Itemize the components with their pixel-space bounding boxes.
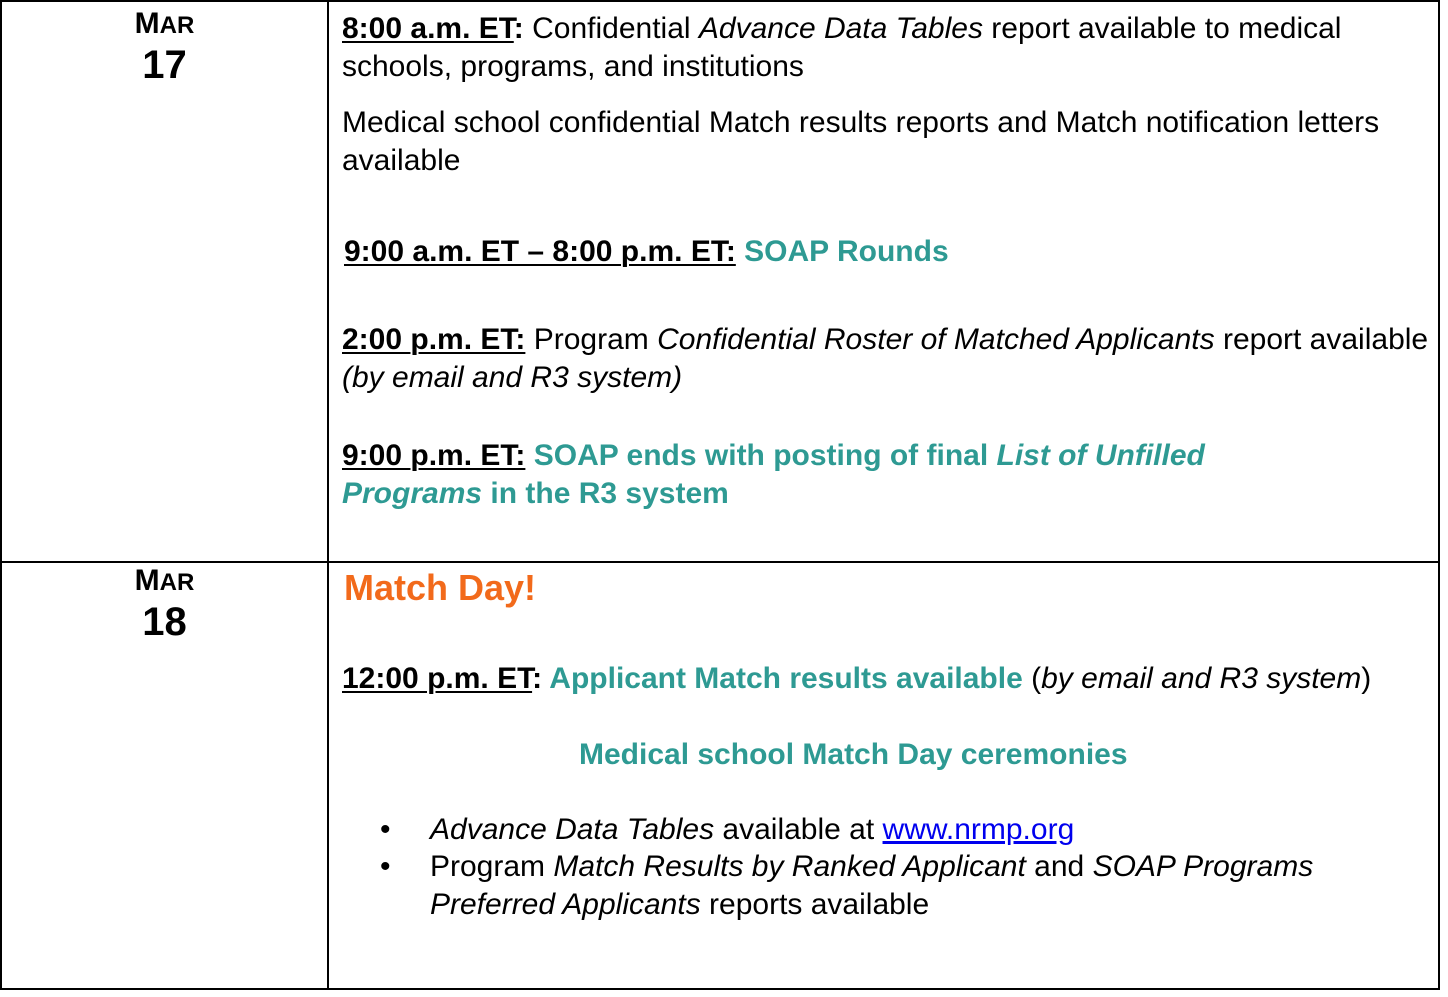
day-number: 17 (142, 43, 187, 87)
event-ceremonies: Medical school Match Day ceremonies (579, 738, 1128, 771)
nrmp-link[interactable]: www.nrmp.org (882, 813, 1075, 846)
month-label: MAR (134, 7, 195, 40)
event-soap-rounds: 9:00 a.m. ET – 8:00 p.m. ET: SOAP Rounds (344, 235, 949, 268)
date-mar-18 (2, 565, 327, 645)
column-divider (327, 2, 329, 990)
event-match-results-reports: Medical school confidential Match results reports and Match notification letters available (342, 106, 1380, 177)
event-8am-advance-data-tables: 8:00 a.m. ET: Confidential Advance Data Tables report available to medical schools, programs, and institutions (342, 12, 1342, 83)
event-9pm-soap-ends: 9:00 p.m. ET: SOAP ends with posting of final List of Unfilled Programs in the R3 system (342, 439, 1205, 510)
event-2pm-roster: 2:00 p.m. ET: Program Confidential Roster of Matched Applicants report available (by email and R3 system) (342, 323, 1429, 394)
bullet-icon: • (380, 850, 391, 883)
day-number: 18 (142, 600, 187, 644)
month-label: MAR (134, 564, 195, 597)
bullet-icon: • (380, 813, 391, 846)
event-12pm-applicant-results: 12:00 p.m. ET: Applicant Match results available (by email and R3 system) (342, 662, 1372, 695)
date-mar-17 (2, 8, 327, 88)
schedule-table: MAR 17 8:00 a.m. ET: Confidential Advance Data Tables report available to medical schools, programs, and institutions Medical school confidential Match results reports and Match notification letters available 9:00 a.m. ET – 8:00 p.m. ET: SOAP Rounds 2:00 p.m. ET: Program Confidential Roster of Matched Applicants report available (by email and R3 system) 9:00 p.m. ET: SOAP ends with posting of final List of Unfilled Programs in the R3 system MAR 18 Match Day! 12:00 p.m. ET: Applicant Match results available (by email and R3 system) Medical school Match Day ceremonies • Advance Data Tables available at www.nrmp.org • Program Match Results by Ranked Applicant and SOAP Programs Preferred Applicants reports available (0, 0, 1440, 990)
match-day-title: Match Day! (344, 567, 537, 608)
row-divider (2, 561, 1440, 563)
